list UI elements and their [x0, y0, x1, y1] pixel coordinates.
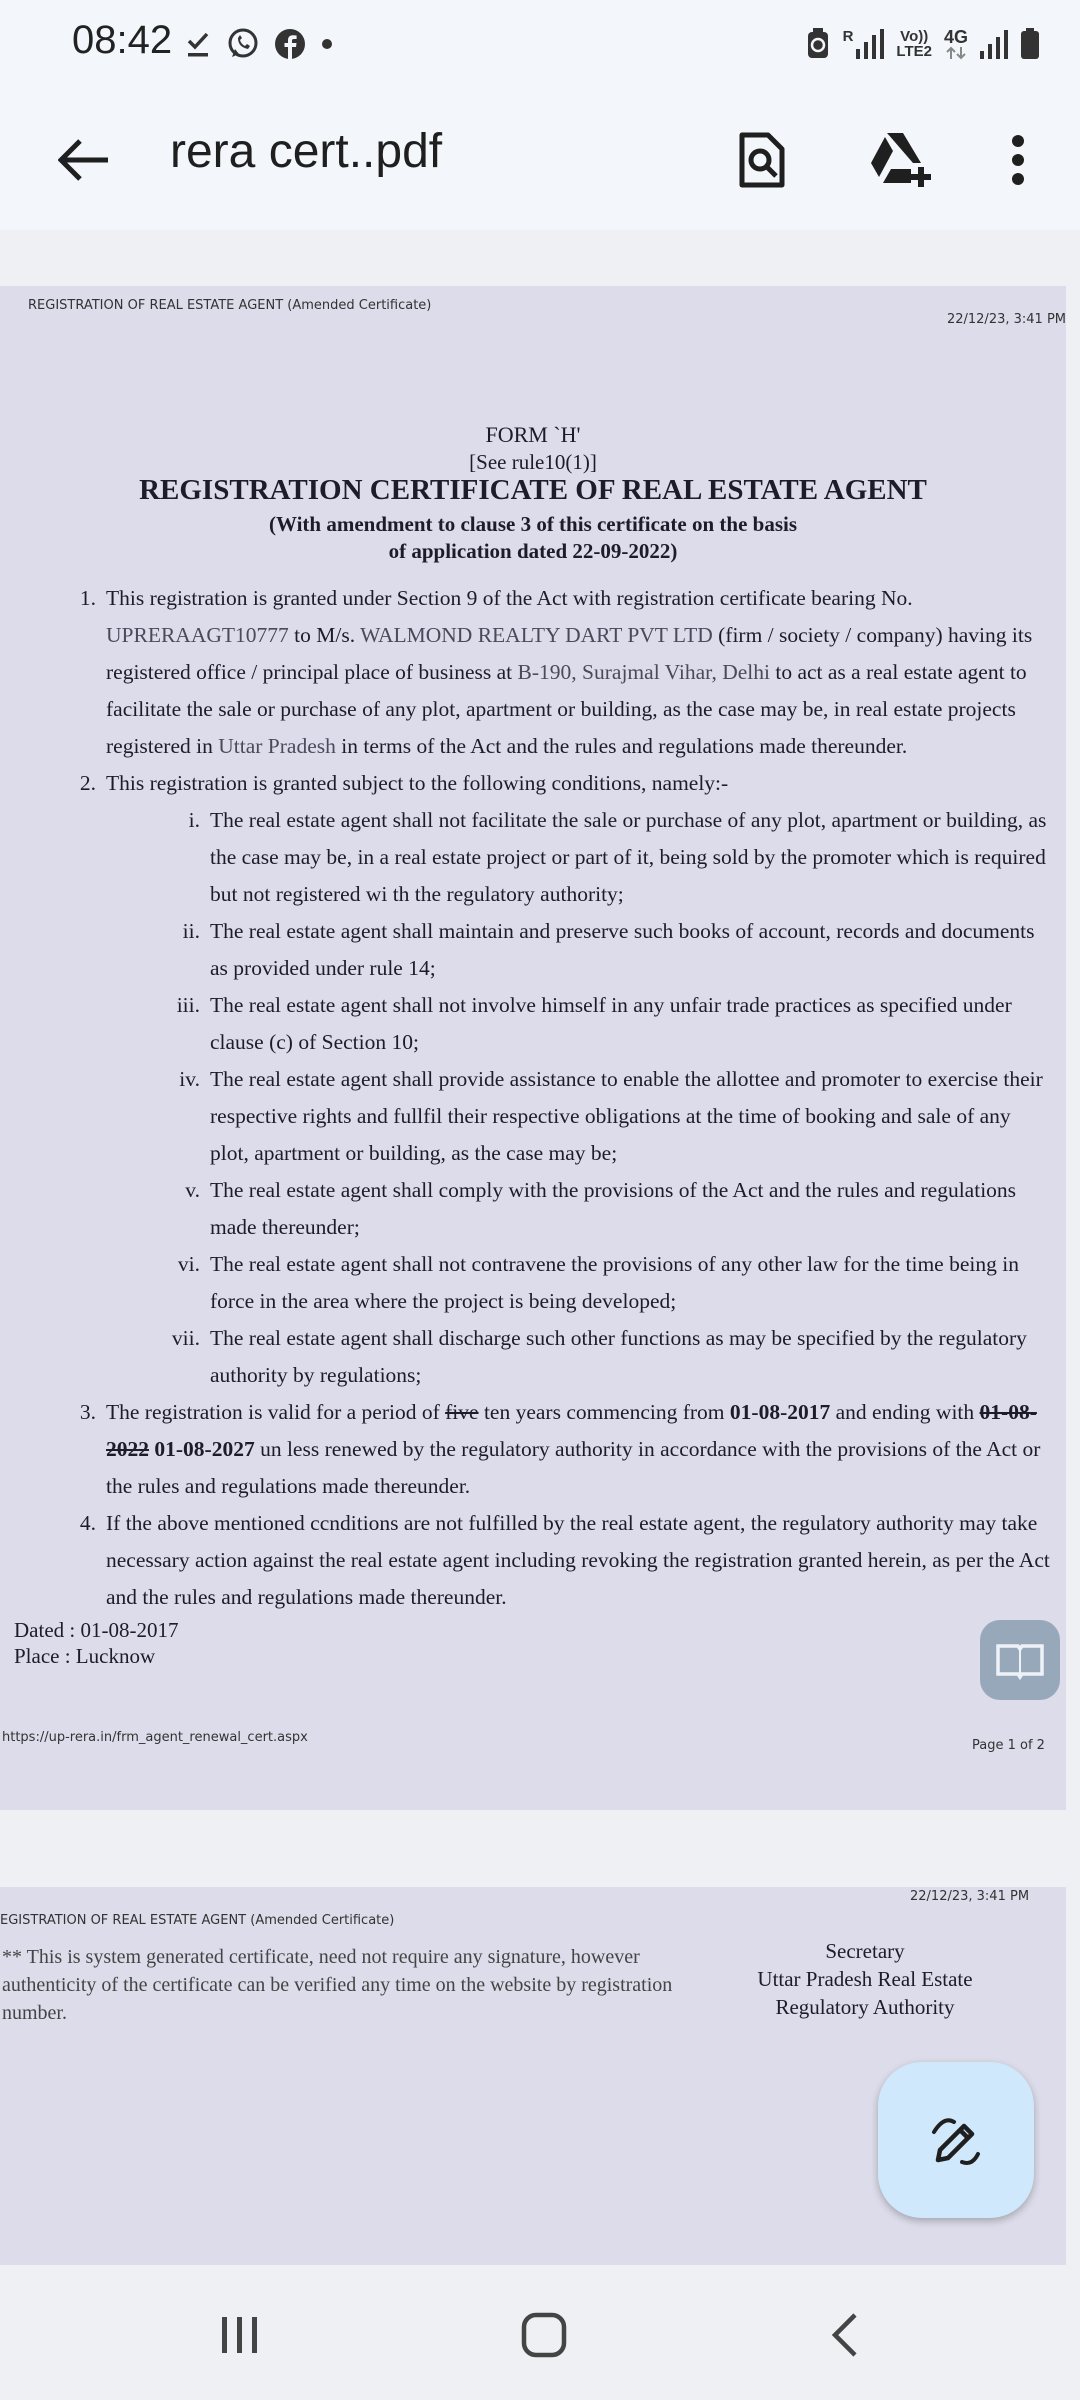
pdf-viewer[interactable] [0, 230, 1080, 2265]
notification-dot-icon [320, 37, 334, 51]
rule-label: [See rule10(1)] [469, 450, 597, 474]
place-line: Place : Lucknow [14, 1644, 156, 1668]
volte-top-label: Vo)) [900, 28, 929, 45]
clause-3-text-b: ten years commencing from [478, 1400, 730, 1424]
old-validity-period: five [445, 1400, 479, 1424]
battery-icon [1020, 28, 1040, 60]
annotate-button[interactable] [878, 2062, 1034, 2218]
more-options-button[interactable] [978, 120, 1058, 200]
more-vert-icon [1010, 134, 1026, 186]
condition-item [50, 802, 1050, 913]
registration-number: UPRERAAGT10777 [106, 623, 289, 647]
clause-number: 2. [79, 771, 96, 795]
volte-bottom-label: LTE2 [896, 43, 932, 60]
network-4g-indicator [944, 28, 968, 60]
company-name: WALMOND REALTY DART PVT LTD [360, 623, 713, 647]
condition-item [50, 913, 1050, 987]
signal-bars-icon [856, 29, 884, 59]
condition-item [50, 1320, 1050, 1394]
home-icon [520, 2311, 568, 2359]
condition-item [50, 1172, 1050, 1246]
edit-pen-icon [926, 2110, 986, 2170]
condition-number: iii. [176, 993, 200, 1017]
condition-number: ii. [182, 919, 200, 943]
new-end-date: 01-08-2027 [154, 1437, 255, 1461]
condition-item [50, 987, 1050, 1061]
clause-2 [50, 765, 1050, 802]
signatory-block [730, 1937, 1000, 2021]
condition-text: The real estate agent shall not contravene the provisions of any other law for the time being in force in the area where the project is being developed; [210, 1252, 1019, 1313]
clause-1-text-d: in terms of the Act and the rules and regulations made thereunder. [335, 734, 908, 758]
certificate-title: REGISTRATION CERTIFICATE OF REAL ESTATE AGENT [139, 474, 927, 506]
status-time: 08:42 [72, 18, 173, 62]
home-button[interactable] [494, 2285, 594, 2385]
navigation-bar [0, 2265, 1080, 2400]
clause-1-text-c: to act as a real estate agent to facilitate the sale or purchase of any plot, apartment or building, as the case may be, in real estate projects registered in [106, 660, 1027, 758]
clause-number: 3. [79, 1400, 96, 1424]
condition-item [50, 1246, 1050, 1320]
footer-url: https://up-rera.in/frm_agent_renewal_cert.aspx [2, 1730, 308, 1745]
condition-text: The real estate agent shall not involve himself in any unfair trade practices as specified under clause (c) of Section 10; [210, 993, 1012, 1054]
volte-indicator [896, 29, 932, 59]
recent-apps-button[interactable] [190, 2285, 290, 2385]
arrow-back-icon [58, 138, 110, 182]
clause-3 [50, 1394, 1050, 1505]
clause-3-text-d: un less renewed by the regulatory authority in accordance with the provisions of the Act or the rules and regulations made thereunder. [106, 1437, 1041, 1498]
clause-1-to: to M/s. [288, 623, 361, 647]
status-system-icons [805, 22, 1040, 66]
page-header-left: REGISTRATION OF REAL ESTATE AGENT (Amended Certificate) [28, 298, 432, 313]
condition-text: The real estate agent shall not facilitate the sale or purchase of any plot, apartment or building, as the case may be, in a real estate project or part of it, being sold by the promoter which is required but not registered wi th the regulatory authority; [210, 808, 1047, 906]
signatory-authority-1: Uttar Pradesh Real Estate [757, 1967, 973, 1991]
condition-text: The real estate agent shall discharge such other functions as may be specified by the regulatory authority by regulations; [210, 1326, 1027, 1387]
roaming-label: R [842, 28, 854, 45]
signatory-authority-2: Regulatory Authority [775, 1995, 955, 2019]
condition-text: The real estate agent shall maintain and preserve such books of account, records and documents as provided under rule 14; [210, 919, 1035, 980]
condition-item [50, 1061, 1050, 1172]
dated-line: Dated : 01-08-2017 [14, 1618, 179, 1642]
data-saver-icon [805, 27, 831, 61]
condition-text: The real estate agent shall provide assistance to enable the allottee and promoter to exercise their respective rights and fullfil their respective obligations at the time of booking and sale of any plot, apartment or building, as the case may be; [210, 1067, 1043, 1165]
conditions-list [50, 802, 1050, 1394]
registered-address: B-190, Surajmal Vihar, Delhi [517, 660, 770, 684]
clause-number: 1. [79, 586, 96, 610]
find-in-page-icon [738, 131, 786, 189]
status-notification-icons [184, 24, 334, 64]
condition-number: vi. [177, 1252, 200, 1276]
condition-number: i. [188, 808, 200, 832]
signal-sim1 [843, 29, 885, 59]
clause-1 [50, 580, 1050, 765]
system-back-button[interactable] [794, 2285, 894, 2385]
project-state: Uttar Pradesh [218, 734, 336, 758]
clause-text: If the above mentioned ccnditions are not fulfilled by the real estate agent, the regulatory authority may take necessary action against the real estate agent including revoking the registration granted herein, as per the Act and the rules and regulations made thereunder. [106, 1511, 1050, 1609]
page-header-right: 22/12/23, 3:41 PM [946, 312, 1066, 327]
facebook-icon [274, 28, 306, 60]
clause-3-text-c: and ending with [830, 1400, 980, 1424]
status-bar [0, 0, 1080, 90]
clause-1-text-a: This registration is granted under Section 9 of the Act with registration certificate bearing No. [106, 586, 913, 610]
book-icon [994, 1640, 1046, 1680]
pdf-page-1 [0, 286, 1066, 1810]
download-done-icon [184, 29, 212, 59]
signatory-title: Secretary [825, 1939, 905, 1963]
signal-bars-sim2-icon [980, 29, 1008, 59]
add-to-drive-button[interactable] [860, 120, 940, 200]
certificate-subtitle-1: (With amendment to clause 3 of this certificate on the basis [268, 512, 798, 536]
form-label: FORM `H' [485, 422, 581, 447]
page-number: Page 1 of 2 [972, 1738, 1045, 1753]
page-2-header-right: 22/12/23, 3:41 PM [910, 1889, 1030, 1904]
certificate-body [50, 580, 1050, 1616]
reading-mode-button[interactable] [980, 1620, 1060, 1700]
back-button[interactable] [44, 120, 124, 200]
clause-1-text-b: (firm / society / company) having its registered office / principal place of business at [106, 623, 1033, 684]
chevron-back-icon [829, 2311, 859, 2359]
clause-text: This registration is granted subject to the following conditions, namely:- [106, 771, 729, 795]
clause-text [106, 580, 1050, 765]
condition-number: v. [185, 1178, 200, 1202]
validity-start-date: 01-08-2017 [729, 1400, 831, 1424]
recent-apps-icon [218, 2313, 262, 2357]
clause-4 [50, 1505, 1050, 1616]
condition-number: vii. [171, 1326, 200, 1350]
search-document-button[interactable] [722, 120, 802, 200]
page-2-header-left: EGISTRATION OF REAL ESTATE AGENT (Amended Certificate) [0, 1913, 395, 1928]
file-title: rera cert..pdf [170, 125, 443, 178]
clause-number: 4. [79, 1511, 96, 1535]
condition-text: The real estate agent shall comply with the provisions of the Act and the rules and regulations made thereunder; [210, 1178, 1017, 1239]
old-end-date: 01-08-2022 [106, 1400, 1037, 1461]
network-4g-label: 4G [943, 27, 968, 47]
clause-text [106, 1394, 1050, 1505]
data-arrows-icon [945, 46, 967, 60]
clause-3-text-a: The registration is valid for a period of [106, 1400, 446, 1424]
app-bar [0, 90, 1080, 230]
certificate-subtitle-2: of application dated 22-09-2022) [388, 539, 678, 563]
system-generated-note: ** This is system generated certificate, need not require any signature, however authenticity of the certificate can be verified any time on the website by registration number. [2, 1946, 673, 2024]
whatsapp-icon [226, 27, 260, 61]
add-to-drive-icon [867, 131, 933, 189]
condition-number: iv. [179, 1067, 200, 1091]
